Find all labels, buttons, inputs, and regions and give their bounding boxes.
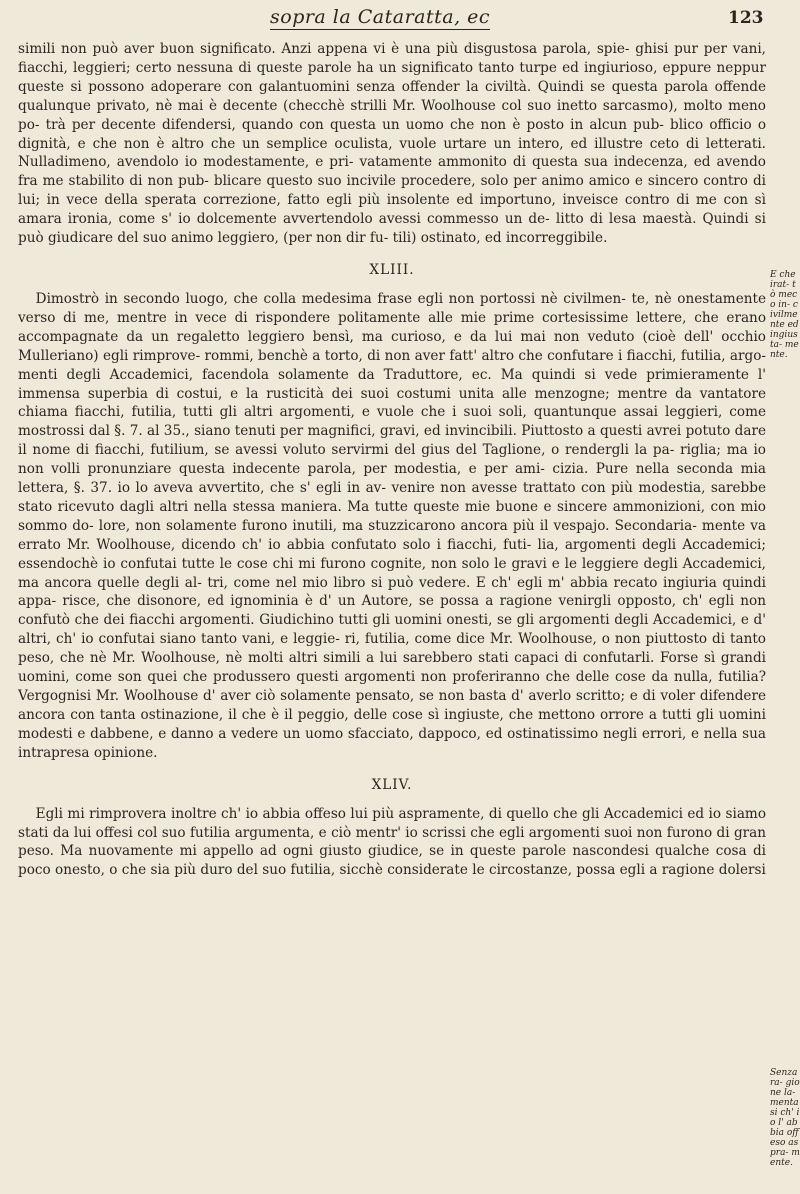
paragraph-3: Egli mi rimprovera inoltre ch' io abbia offeso lui più aspramente, di quello che gli Accademici ed io siamo stati da lui offesi col suo futilia argumenta, e ciò mentr' io scrissi che egli argomenti suoi non furono di gran peso. Ma nuovamente mi appello ad ogni giusto giudice, se in queste parole nascondesi qualche cosa di poco onesto, o che sia più duro del suo futilia, sicchè considerate le circostanze, possa egli a ragione dolersi — [18, 805, 766, 879]
section-heading-xliii: XLIII. — [369, 261, 415, 278]
section-heading-xliv: XLIV. — [371, 776, 413, 793]
margin-note-2: Senza ra- gione la- mentasi ch' io l' abbia offeso aspra- mente. — [770, 1068, 800, 1168]
page-header — [0, 4, 800, 34]
running-title: sopra la Cataratta, ec — [270, 6, 491, 28]
paragraph-2: Dimostrò in secondo luogo, che colla medesima frase egli non portossi nè civilmen- te, nè onestamente verso di me, mentre in vece di rispondere politamente alle mie prime cortesissime lettere, che erano accompagnate da un regaletto leggiero bensì, ma curioso, e da lui mai non veduto (cioè dell' occhio Mulleriano) egli rimprove- rommi, benchè a torto, di non aver fatt' altro che confutare i fiacchi, futilia, argo- menti degli Accademici, facendola solamente da Traduttore, ec. Ma quindi si vede primieramente l' immensa superbia di costui, e la rusticità dei suoi costumi unita alle menzogne; mentre da vantatore chiama fiacchi, futilia, tutti gli altri argomenti, e vuole che i suoi soli, quantunque assai leggieri, come mostrossi dal §. 7. al 35., siano tenuti per magnifici, gravi, ed invincibili. Piuttosto a questi avrei potuto dare il nome di fiacchi, futilium, se avessi voluto servirmi del gius del Taglione, o rendergli la pa- riglia; ma io non volli pronunziare questa indecente parola, per modestia, e per ami- cizia. Pure nella seconda mia lettera, §. 37. io lo aveva avvertito, che s' egli in av- venire non avesse trattato con più modestia, sarebbe stato ricevuto dagli altri nella stessa maniera. Ma tutte queste mie buone e sincere ammonizioni, con mio sommo do- lore, non solamente furono inutili, ma stuzzicarono ancora più il vespajo. Secondaria- mente va errato Mr. Woolhouse, dicendo ch' io abbia confutato solo i fiacchi, futi- lia, argomenti degli Accademici; essendochè io confutai tutte le cose chi mi furono cognite, non solo le gravi e le leggiere degli Accademici, ma ancora quelle degli al- tri, come nel mio libro si può vedere. E ch' egli m' abbia recato ingiuria quindi appa- risce, che disonore, ed ignominia è d' un Autore, se possa a ragione venirgli opposto, ch' egli non confutò che dei fiacchi argomenti. Giudichino tutti gli uomini onesti, se gli argomenti degli Accademici, e d' altri, ch' io confutai siano tanto vani, e leggie- ri, futilia, come dice Mr. Woolhouse, o non piuttosto di tanto peso, che nè Mr. Woolhouse, nè molti altri simili a lui sarebbero stati capaci di confutarli. Forse sì grandi uomini, come son quei che produssero questi argomenti non proferiranno che delle cose da nulla, futilia? Vergognisi Mr. Woolhouse d' aver ciò solamente pensato, se non basta d' averlo scritto; e di voler difendere ancora con tanta ostinazione, il che è il peggio, delle cose sì ingiuste, che mettono orrore a tutti gli uomini modesti e dabbene, e danno a vedere un uomo sfacciato, dappoco, ed ostinatissimo negli errori, e nella sua intrapresa opinione. — [18, 290, 766, 761]
page-number: 123 — [728, 8, 764, 28]
body-text — [18, 40, 766, 880]
margin-note-1: E che irat- tò meco in- civilmente ed ingiusta- mente. — [770, 270, 799, 360]
paragraph-1: simili non può aver buon significato. Anzi appena vi è una più disgustosa parola, spie- ghisi pur per vani, fiacchi, leggieri; certo nessuna di queste parole ha un significato tanto turpe ed ingiurioso, eppure neppur queste si possono adoperare con galantuomini senza offender la civiltà. Quindi se questa parola offende qualunque privato, nè mai è decente (checchè strilli Mr. Woolhouse col suo inetto sarcasmo), molto meno po- trà per decente difendersi, quando con questa un uomo che non è posto in alcun pub- blico officio o dignità, e che non è altro che un semplice oculista, vuole urtare un intero, ed illustre ceto di letterati. Nulladimeno, avendolo io modestamente, e pri- vatamente ammonito di questa sua indecenza, ed avendo fra me stabilito di non pub- blicare questo suo incivile procedere, solo per animo amico e sincero contro di lui; in vece della sperata correzione, fatto egli più insolente ed importuno, inveisce contro di me con sì amara ironia, come s' io dolcemente avvertendolo avessi commesso un de- litto di lesa maestà. Quindi si può giudicare del suo animo leggiero, (per non dir fu- tili) ostinato, ed incorreggibile. — [18, 41, 766, 247]
